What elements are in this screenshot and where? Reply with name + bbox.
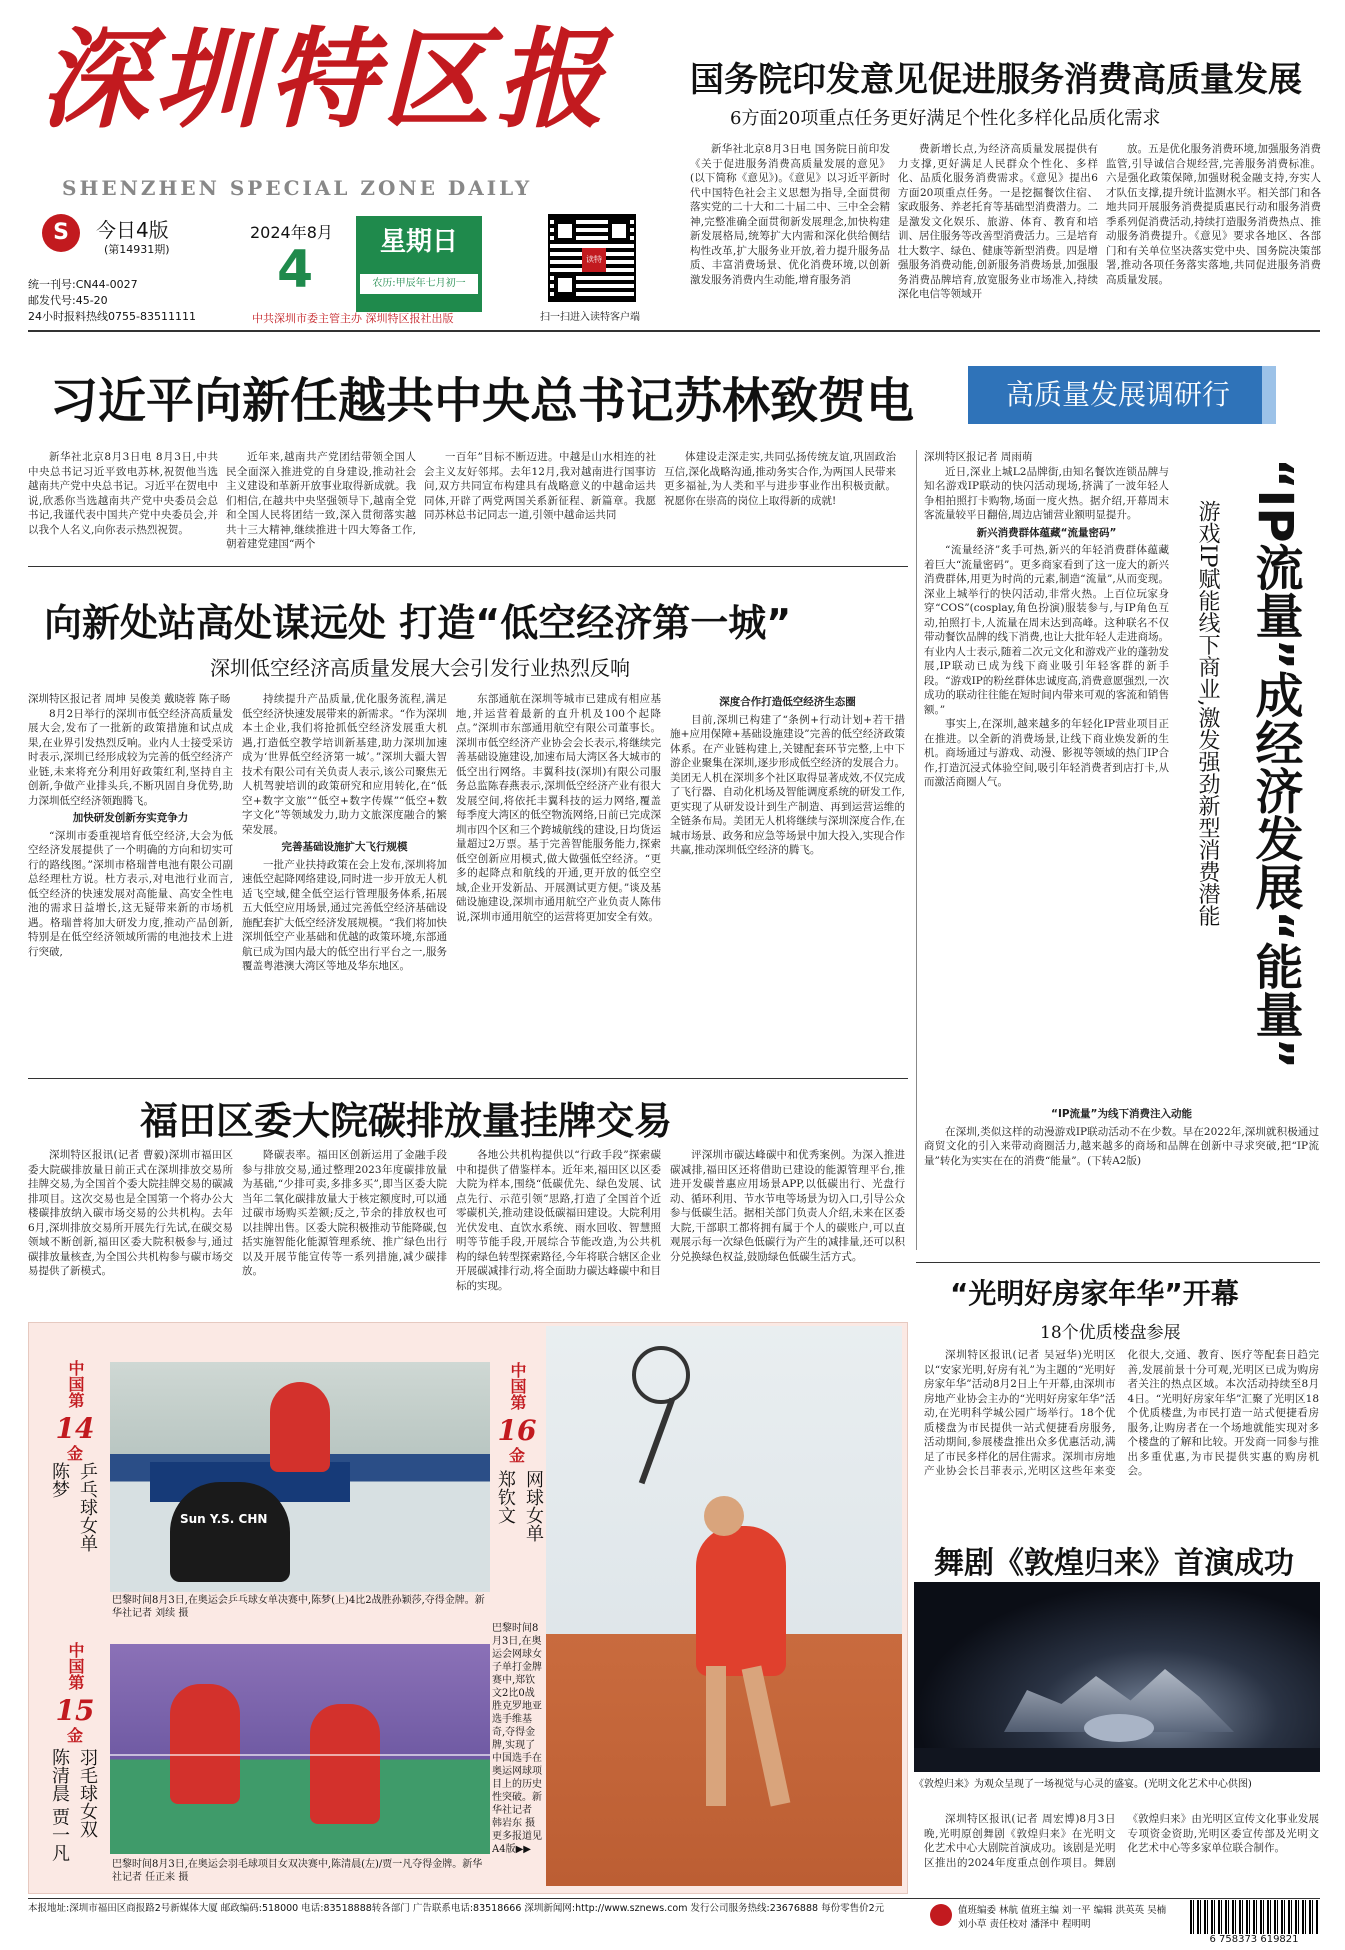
dance-photo[interactable] [914, 1582, 1320, 1772]
top-story-col2: 费新增长点,为经济高质量发展提供有力支撑,更好满足人民群众个性化、多样化、品质化服务消费需求。《意见》提出6方面20项重点任务。一是挖掘餐饮住宿、家政服务、养老托育等基础型消费潜力。二是激发文化娱乐、旅游、体育、教育和培训、居住服务等改善型消费活力。三是培育壮大数字、绿色、健康等新型消费。四是增强服务消费动能,创新服务消费场景,加强服务消费品牌培育,放宽服务业市场准入,持续深化电信等领域开 [898, 143, 1098, 300]
housing-text: 深圳特区报讯(记者 吴冠华)光明区以“安家光明,好房有礼”为主题的“光明好房家年华”活动8月2日上午开幕,由深圳市房地产业协会主办的“光明好房家年华”活动,在光明科学城公园广场举行。18个优质楼盘为市民提供一站式便捷看房服务,活动期间,参展楼盘推出众多优惠活动,满足了市民多样化的居住需求。深圳市房地产业协会长吕菲表示,光明区这些年来变化很大,交通、教育、医疗等配套日趋完善,发展前景十分可观,光明区已成为购房者关注的热点区域。本次活动持续至8月4日。“光明好房家年华”汇聚了光明区18个优质楼盘,为市民打造一站式便捷看房服务,让购房者在一个场地就能实现对多个楼盘的了解和比较。开发商一同参与推出多重优惠,为市民提供实惠的购房机会。 [924, 1349, 1319, 1477]
housing-title[interactable]: “光明好房家年华”开幕 [950, 1277, 1239, 1310]
low-altitude-subtitle: 深圳低空经济高质量发展大会引发行业热烈反响 [210, 656, 630, 680]
dance-caption: 《敦煌归来》为观众呈现了一场视觉与心灵的盛宴。(光明文化艺术中心供图) [914, 1779, 1252, 1790]
gold-16-athlete: 郑钦文 [495, 1470, 516, 1524]
issue-number: (第14931期) [104, 243, 170, 256]
badminton-photo[interactable] [110, 1644, 490, 1854]
futian-col3: 各地公共机构提供以“行政手段”探索碳中和提供了借鉴样本。近年来,福田区以区委大院为样本,围绕“低碳优先、绿色发展、试点先行、示范引领”思路,打造了全国首个近零碳机关,推动建设低碳福田建设。大院利用光伏发电、直饮水系统、雨水回收、智慧照明等节能手段,开展综合节能改造,为公共机构的绿色转型探索路径,今年将联合辖区企业开展碳减排行动,将全面助力碳达峰碳中和目标的实现。 [456, 1149, 661, 1292]
edition-label: 今日4版 [96, 218, 169, 242]
low-altitude-col4: 深度合作打造低空经济生态圈 目前,深圳已构建了“条例+行动计划+若干措施+应用保障+基础设施建设”完善的低空经济政策体系。在产业链构建上,关键配套环节完整,上中下游企业聚集在深圳,逐步形成低空经济的发展合力。美团无人机在深圳多个社区取得显著成效,不仅完成了飞行器、自动化机场及智能调度系统的研发工作,更实现了从研发设计到生产制造、再到运营运维的全链条布局。美团无人机将继续与深圳深度合作,在城市场景、政务和应急等场景中加大投入,实现合作共赢,推动深圳低空经济的腾飞。 [670, 696, 905, 856]
xi-col4: 体建设走深走实,共同弘扬传统友谊,巩固政治互信,深化战略沟通,推动务实合作,为两国人民带来更多福祉,为人类和平与进步事业作出积极贡献。祝愿你在崇高的岗位上取得新的成就! [664, 451, 896, 507]
year-month: 2024年8月 [250, 223, 333, 242]
xi-col3: 一百年”目标不断迈进。中越是山水相连的社会主义友好邻邦。去年12月,我对越南进行国事访问,双方共同宣布构建具有战略意义的中越命运共同体,开辟了两党两国关系新征程、新篇章。我愿同苏林总书记同志一道,引领中越命运共同 [424, 451, 656, 521]
table-tennis-photo[interactable] [110, 1362, 490, 1592]
housing-subtitle: 18个优质楼盘参展 [1040, 1323, 1181, 1343]
jersey-text: Sun Y.S. CHN [180, 1512, 268, 1526]
xi-divider [28, 566, 908, 567]
cn-code: 统一刊号:CN44-0027 [28, 278, 138, 291]
top-story-col1: 新华社北京8月3日电 国务院日前印发《关于促进服务消费高质量发展的意见》(以下简称《意见》)。《意见》以习近平新时代中国特色社会主义思想为指导,全面贯彻落实党的二十大和二十届二中、三中全会精神,完整准确全面贯彻新发展理念,加快构建新发展格局,统筹扩大内需和深化供给侧结构性改革,扩大服务业开放,着力提升服务品质、丰富消费场景、优化消费环境,以创新激发服务消费内生动能,增育服务消 [690, 143, 890, 286]
weekday: 星期日 [379, 227, 458, 257]
masthead-divider [28, 330, 1320, 332]
ip-story-col-a: 深圳特区报记者 周雨萌 近日,深业上城L2品牌街,由知名餐饮连锁品牌与知名游戏IP联动的快闪活动现场,挤满了一波年轻人争相拍照打卡购物,场面一度火热。据介绍,开幕周末客流量较平日翻倍,周边店铺营业额明显提升。 新兴消费群体蕴藏“流量密码” “流量经济”炙手可热,新兴的年轻消费群体蕴藏着巨大“流量密码”。更多商家看到了这一庞大的新兴消费群体,用更为时尚的元素,制造“流量”,从而变现。深业上城举行的快闪活动,非常火热。上百位玩家身穿“COS”(cosplay,角色扮演)服装参与,与IP角色互动,拍照打卡,人流量在周末达到高峰。这种联名不仅带动餐饮品牌的线下消费,也让大批年轻人走进商场。有业内人士表示,随着二次元文化和游戏产业的蓬勃发展,IP联动已成为线下商业吸引年轻客群的新手段。“游戏IP的粉丝群体忠诚度高,消费意愿强烈,一次成功的联动往往能在短时间内带来可观的客流和销售额。” 事实上,在深圳,越来越多的年轻化IP营业项目正在推进。以全新的消费场景,让线下商业焕发新的生机。商场通过与游戏、动漫、影视等领域的热门IP合作,打造沉浸式体验空间,吸引年轻消费者到店打卡,从而激活商圈人气。 [924, 451, 1169, 788]
futian-title[interactable]: 福田区委大院碳排放量挂牌交易 [140, 1099, 673, 1143]
gold-14-caption: 巴黎时间8月3日,在奥运会乒乓球女单决赛中,陈梦(上)4比2战胜孙颖莎,夺得金牌。新华社记者 刘续 摄 [112, 1595, 485, 1619]
low-altitude-title[interactable]: 向新处站高处谋远处 打造“低空经济第一城” [44, 601, 792, 645]
ip-story-subtitle: 游戏IP赋能线下商业,激发强劲新型消费潜能 [1195, 500, 1220, 927]
gold-16-caption: 巴黎时间8月3日,在奥运会网球女子单打金牌赛中,郑钦文2比0战胜克罗地亚选手维基奇,夺得金牌,实现了中国选手在奥运网球项目上的历史性突破。新华社记者 韩岩东 摄 更多报道见A4版▶▶ [492, 1623, 542, 1855]
footer-staff: 值班编委 林航 值班主编 刘一平 编辑 洪英英 吴楠 刘小草 责任校对 潘泽中 程明明 [958, 1905, 1167, 1930]
weekday-box [356, 216, 482, 312]
top-story-col3: 放。五是优化服务消费环境,加强服务消费监管,引导诚信合规经营,完善服务消费标准。六是强化政策保障,加强财税金融支持,夯实人才队伍支撑,提升统计监测水平。相关部门和各地共同开展服务消费提质惠民行动和服务消费季系列促消费活动,持续打造服务消费热点、推动服务消费提升。《意见》要求各地区、各部门和有关单位坚决落实党中央、国务院决策部署,推动各项任务落实落地,共同促进服务消费高质量发展。 [1106, 143, 1321, 286]
low-altitude-col1: 深圳特区报记者 周坤 吴俊美 戴晓蓉 陈子旸 8月2日举行的深圳市低空经济高质量发展大会,发布了一批新的政策措施和试点成果,在业界引发热烈反响。业内人士接受采访时表示,深圳已经形成较为完善的低空经济产业链,未来将充分利用好政策红利,坚持自主创新,争做产业排头兵,不断巩固自身优势,助力深圳低空经济领跑腾飞。 加快研发创新夯实竞争力 “深圳市委重视培育低空经济,大会为低空经济发展提供了一个明确的方向和切实可行的路线图。”深圳市格瑞普电池有限公司副总经理杜方说。杜方表示,对电池行业而言,低空经济的快速发展对高能量、高安全性电池的需求日益增长,这无疑带来新的市场机遇。格瑞普将加大研发力度,推动产品创新,特别是在低空经济领域所需的电池技术上进行突破, [28, 693, 233, 958]
futian-col1: 深圳特区报讯(记者 曹毅)深圳市福田区委大院碳排放量日前正式在深圳排放交易所挂牌交易,为全国首个委大院挂牌交易的碳减排项目。这次交易也是全国第一个将办公大楼碳排放纳入碳市场交易的公共机构。去年6月,深圳排放交易所开展先行先试,在碳交易领域不断创新,福田区委大院积极参与,通过碳排放量核查,为全国公共机构参与碳市场交易提供了新模式。 [28, 1149, 233, 1277]
futian-col4: 评深圳市碳达峰碳中和优秀案例。为深入推进碳减排,福田区还将借助已建设的能源管理平台,推进开发碳普惠应用场景APP,以低碳出行、光盘行动、循环利用、节水节电等场景为切入口,引导公众参与低碳生活。据相关部门负责人介绍,未来在区委大院,干部职工都将拥有属于个人的碳账户,可以直观展示每一次绿色低碳行为产生的减排量,还可以积分兑换绿色权益,鼓励绿色低碳生活方式。 [670, 1149, 905, 1263]
barcode-number: 6 758373 619821 [1209, 1934, 1299, 1945]
top-story-title[interactable]: 国务院印发意见促进服务消费高质量发展 [690, 60, 1302, 100]
logo-mark-icon: S [42, 214, 80, 252]
sponsor-line: 中共深圳市委主管主办 深圳特区报社出版 [252, 312, 454, 325]
top-story-subtitle: 6方面20项重点任务更好满足个性化多样化品质化需求 [730, 108, 1161, 129]
masthead-logo [40, 17, 680, 150]
gold-16-event: 网球女单 [523, 1470, 544, 1542]
footer-logo-icon [930, 1904, 952, 1926]
gold-15-event: 羽毛球女双 [77, 1748, 98, 1838]
gold-15-caption: 巴黎时间8月3日,在奥运会羽毛球项目女双决赛中,陈清晨(左)/贾一凡夺得金牌。新华社记者 任正来 摄 [112, 1859, 483, 1883]
gold-14-label: 中国第 14 金 [55, 1360, 95, 1463]
futian-col2: 降碳表率。福田区创新运用了金融手段参与排放交易,通过整理2023年度碳排放量为基础,“少排可卖,多排多买”,即当区委大院当年二氧化碳排放量大于核定额度时,可以通过碳市场购买差额;反之,节余的排放权也可以挂牌出售。区委大院积极推动节能降碳,包括实施智能化能源管理系统、推广绿色出行以及开展节能宣传等一系列措施,减少碳排放。 [242, 1149, 447, 1277]
low-altitude-col3: 东部通航在深圳等城市已建成有相应基地,并运营着最新的直升机及100个起降点。”深圳市东部通用航空有限公司董事长。深圳市低空经济产业协会会长表示,将继续完善基础设施建设,加速布局大湾区各大城市的低空出行网络。丰翼科技(深圳)有限公司服务总监陈春燕表示,深圳低空经济产业有很大发展空间,将依托丰翼科技的运力网络,覆盖每季度大湾区的低空物流网络,日前已完成深圳市四个区和三个跨城航线的建设,日均货运量超过2万票。基于完善智能服务能力,探索低空创新应用模式,做大做强低空经济。“更多的起降点和航线的开通,更开放的低空空域,企业开发新品、开展测试更方便。”谈及基础设施建设,深圳市通用航空产业负责人陈伟说,深圳市通用航空的运营将更加安全有效。 [456, 693, 661, 923]
low-altitude-col2: 持续提升产品质量,优化服务流程,满足低空经济快速发展带来的新需求。“作为深圳本土企业,我们将抢抓低空经济发展重大机遇,打造低空教学培训新基建,助力深圳加速成为‘世界低空经济第一城’。”深圳大疆大智技术有限公司有关负责人表示,该公司聚焦无人机驾驶培训的政策研究和应用转化,在“低空+数字文旅”“低空+数字传媒”“低空+数字文化”等领域发力,助力文旅深度融合的繁荣发展。 完善基础设施扩大飞行规模 一批产业扶持政策在会上发布,深圳将加速低空起降网络建设,同时进一步开放无人机适飞空域,健全低空运行管理服务体系,拓展五大低空应用场景,通过完善低空经济基础设施配套扩大低空经济发展规模。“我们将加快深圳低空产业基础和优越的政策环境,东部通航已成为国内最大的低空出行平台之一,服务覆盖粤港澳大湾区等地及华东地区。 [242, 693, 447, 972]
gold-14-athlete: 陈梦 [49, 1462, 70, 1498]
newspaper-name-cn: 深圳特区报 [40, 17, 611, 143]
barcode [1190, 1900, 1318, 1934]
post-code: 邮发代号:45-20 [28, 294, 108, 307]
xi-col2: 近年来,越南共产党团结带领全国人民全面深入推进党的自身建设,推动社会主义建设和革新开放事业取得新成就。我们相信,在越共中央坚强领导下,越南全党和全国人民将团结一致,深入贯彻落实越共十三大精神,继续推进十四大筹备工作,朝着建党建国“两个 [226, 451, 416, 550]
gold-14-event: 乒乓球女单 [77, 1462, 98, 1552]
gold-15-label: 中国第 15 金 [55, 1642, 95, 1745]
tennis-photo[interactable] [546, 1326, 902, 1886]
day-number: 4 [277, 240, 314, 300]
qr-caption: 扫一扫进入读特客户端 [540, 312, 640, 323]
lunar-date: 农历:甲辰年七月初一 [360, 274, 478, 294]
newspaper-name-en: SHENZHEN SPECIAL ZONE DAILY [62, 176, 533, 200]
xi-story-title[interactable]: 习近平向新任越共中央总书记苏林致贺电 [50, 373, 915, 429]
qr-code[interactable] [548, 214, 636, 302]
low-altitude-divider [28, 1078, 908, 1079]
qr-badge: 读特 [582, 248, 606, 272]
dance-title[interactable]: 舞剧《敦煌归来》首演成功 [934, 1546, 1294, 1581]
ip-story-bottom: “IP流量”为线下消费注入动能 在深圳,类似这样的动漫游戏IP联动活动不在少数。早在2022年,深圳就积极通过商贸文化的引入来带动商圈活力,越来越多的商场和品牌在创新中寻求突破,把“IP流量”转化为实实在在的消费“能量”。(下转A2版) [924, 1108, 1319, 1167]
xi-col1: 新华社北京8月3日电 8月3日,中共中央总书记习近平致电苏林,祝贺他当选越南共产党中央总书记。习近平在贺电中说,欣悉你当选越南共产党中央委员会总书记,我谨代表中国共产党中央委员会,并以我个人名义,向你表示热烈祝贺。 [28, 451, 218, 536]
ip-story-title[interactable]: “IP流量”成经济发展“能量” [1247, 458, 1303, 1070]
footer-info: 本报地址:深圳市福田区商报路2号新媒体大厦 邮政编码:518000 电话:83518888转各部门 广告联系电话:83518666 深圳新闻网:http://www.sznews.com 发行公司服务热线:23676888 每份零售价2元 [28, 1903, 885, 1914]
gold-15-athlete: 陈清晨 贾一凡 [49, 1748, 70, 1862]
research-banner: 高质量发展调研行 [968, 366, 1268, 424]
hotline: 24小时报料热线0755-83511111 [28, 310, 196, 323]
dance-text: 深圳特区报讯(记者 周宏博)8月3日晚,光明原创舞剧《敦煌归来》在光明文化艺术中心大剧院首演成功。该剧是光明区推出的2024年度重点创作项目。舞剧《敦煌归来》由光明区宣传文化事业发展专项资金资助,光明区委宣传部及光明文化艺术中心等多家单位联合制作。 [924, 1813, 1319, 1869]
